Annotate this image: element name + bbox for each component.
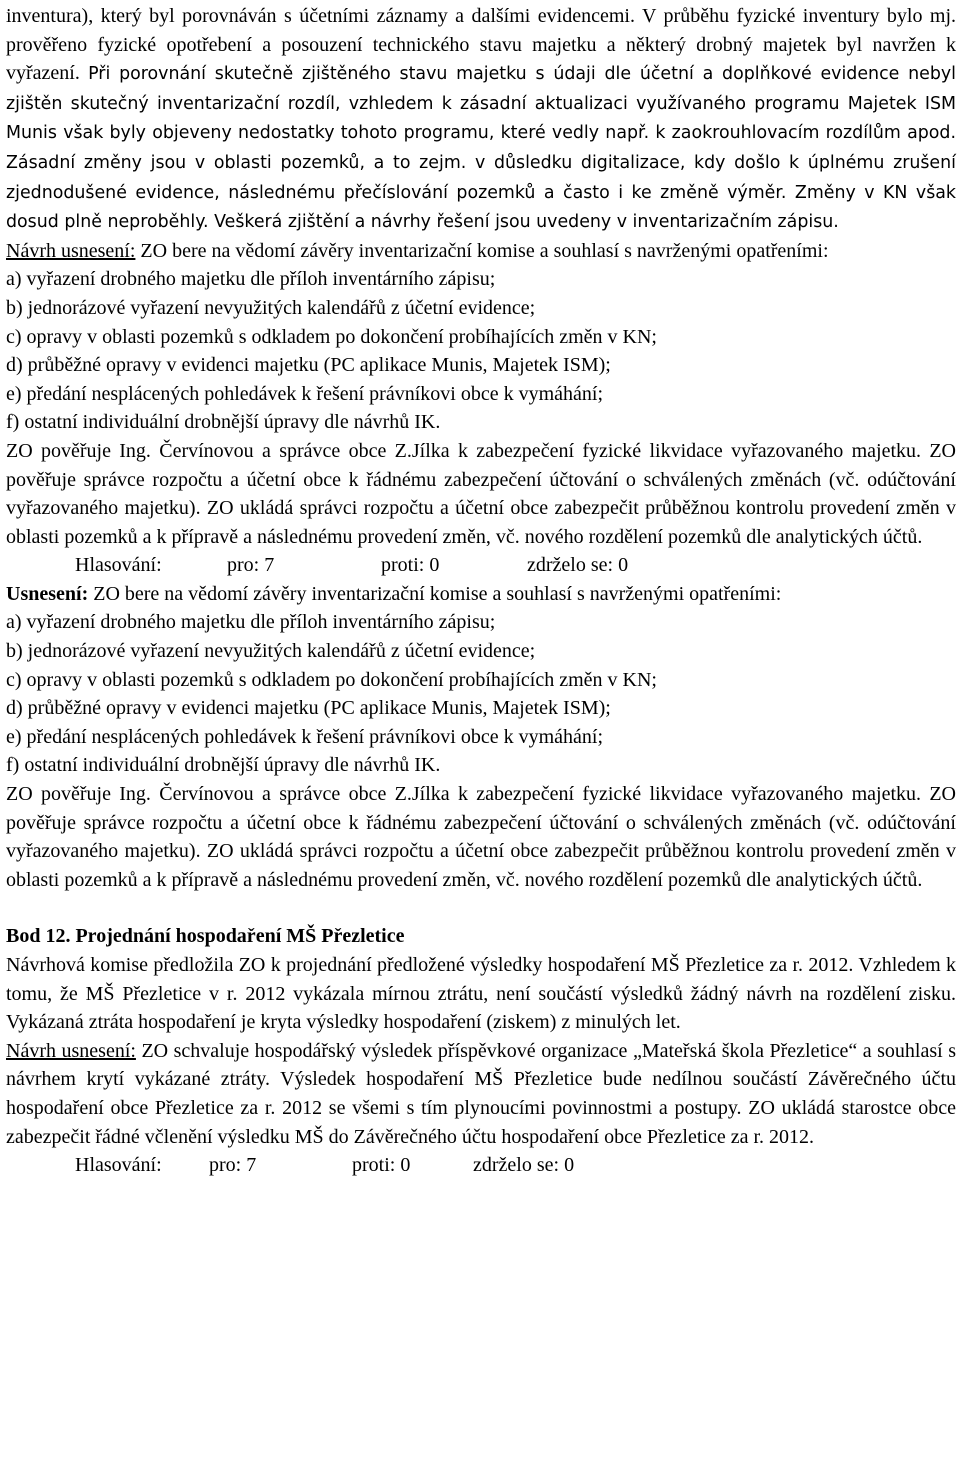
proposal-paragraph — [6, 237, 956, 266]
vote-proti: proti: 0 — [381, 554, 440, 577]
intro-paragraph — [6, 2, 956, 237]
vote-zdrzelo: zdrželo se: 0 — [473, 1154, 575, 1177]
proposal-label: Návrh usnesení: — [6, 239, 136, 262]
section-proposal-label: Návrh usnesení: — [6, 1039, 136, 1062]
resolution-closing: ZO pověřuje Ing. Červínovou a správce obce Z.Jílka k zabezpečení fyzické likvidace vyřazovaného majetku. ZO pověřuje správce rozpočtu a účetní obce k řádnému zabezpečení účtování o schválených změnách (vč. odúčtování vyřazovaného majetku). ZO ukládá správci rozpočtu a účetní obce zabezpečit průběžnou kontrolu provedení změn v oblasti pozemků a k přípravě a následnému provedení změn, vč. nového rozdělení pozemků dle analytických účtů. — [6, 783, 956, 891]
vote-proti: proti: 0 — [352, 1154, 411, 1177]
proposal-closing: ZO pověřuje Ing. Červínovou a správce obce Z.Jílka k zabezpečení fyzické likvidace vyřazovaného majetku. ZO pověřuje správce rozpočtu a účetní obce k řádnému zabezpečení účtování o schválených změnách (vč. odúčtování vyřazovaného majetku). ZO ukládá správci rozpočtu a účetní obce zabezpečit průběžnou kontrolu provedení změn v oblasti pozemků a k přípravě a následnému provedení změn, vč. nového rozdělení pozemků dle analytických účtů. — [6, 439, 956, 548]
list-item: d) průběžné opravy v evidenci majetku (PC aplikace Munis, Majetek ISM); — [6, 354, 611, 377]
list-item: a) vyřazení drobného majetku dle příloh inventárního zápisu; — [6, 611, 496, 634]
section-proposal — [6, 1037, 956, 1151]
list-item: b) jednorázové vyřazení nevyužitých kalendářů z účetní evidence; — [6, 296, 536, 319]
vote-line-1 — [6, 551, 956, 580]
vote-label: Hlasování: — [75, 1154, 162, 1177]
list-item: e) předání nesplácených pohledávek k řešení právníkovi obce k vymáhání; — [6, 725, 604, 748]
list-item: c) opravy v oblasti pozemků s odkladem po dokončení probíhajících změn v KN; — [6, 668, 657, 691]
section-proposal-text: ZO schvaluje hospodářský výsledek příspěvkové organizace „Mateřská škola Přezletice“ a souhlasí s návrhem krytí vykázané ztráty. Výsledek hospodaření MŠ Přezletice bude nedílnou součástí Závěrečného účtu hospodaření obce Přezletice za r. 2012 se všemi s tím plynoucími povinnostmi a postupy. ZO ukládá starostce obce zabezpečit řádné včlenění výsledku MŠ do Závěrečného účtu hospodaření obce Přezletice za r. 2012. — [6, 1039, 956, 1148]
resolution-text: ZO bere na vědomí závěry inventarizační komise a souhlasí s navrženými opatřeními: — [88, 582, 782, 605]
intro-sans-text: Při porovnání skutečně zjištěného stavu majetku s údaji dle účetní a doplňkové evidence nebyl zjištěn skutečný inventarizační rozdíl, vzhledem k zásadní aktualizaci využívaného programu Majetek ISM Munis však byly objeveny nedostatky tohoto programu, které vedly např. k zaokrouhlovacím rozdílům apod. Zásadní změny jsou v oblasti pozemků, a to zejm. v důsledku digitalizace, kdy došlo k úplnému zrušení zjednodušené evidence, následnému přečíslování pozemků a často i ke změně výměr. Změny v KN však dosud plně neproběhly. Veškerá zjištění a návrhy řešení jsou uvedeny v inventarizačním zápisu. — [6, 64, 957, 233]
list-item: a) vyřazení drobného majetku dle příloh inventárního zápisu; — [6, 268, 496, 291]
vote-label: Hlasování: — [75, 554, 162, 577]
section-text: Návrhová komise předložila ZO k projednání předložené výsledky hospodaření MŠ Přezletice za r. 2012. Vzhledem k tomu, že MŠ Přezletice v r. 2012 vykázala mírnou ztrátu, není součástí výsledků žádný návrh na rozdělení zisku. Vykázaná ztráta hospodaření je kryta výsledky hospodaření (ziskem) z minulých let. — [6, 954, 956, 1034]
list-item: c) opravy v oblasti pozemků s odkladem po dokončení probíhajících změn v KN; — [6, 325, 657, 348]
list-item: f) ostatní individuální drobnější úpravy dle návrhů IK. — [6, 411, 441, 434]
proposal-text: ZO bere na vědomí závěry inventarizační komise a souhlasí s navrženými opatřeními: — [135, 239, 829, 262]
proposal-list — [6, 265, 956, 437]
vote-pro: pro: 7 — [227, 554, 275, 577]
intro-text: inventura), který byl porovnáván s účetními záznamy a dalšími evidencemi. V průběhu fyzické inventury bylo mj. prověřeno fyzické opotřebení a posouzení technického stavu majetku a některý drobný majetek byl navržen k vyřazení. — [6, 5, 956, 85]
vote-pro: pro: 7 — [209, 1154, 257, 1177]
vote-line-2 — [6, 1151, 956, 1180]
spacer — [6, 894, 956, 922]
resolution-paragraph — [6, 580, 956, 609]
section-heading: Bod 12. Projednání hospodaření MŠ Přezletice — [6, 925, 405, 948]
resolution-list — [6, 608, 956, 780]
list-item: f) ostatní individuální drobnější úpravy dle návrhů IK. — [6, 754, 441, 777]
list-item: e) předání nesplácených pohledávek k řešení právníkovi obce k vymáhání; — [6, 382, 604, 405]
list-item: b) jednorázové vyřazení nevyužitých kalendářů z účetní evidence; — [6, 640, 536, 663]
vote-zdrzelo: zdrželo se: 0 — [527, 554, 629, 577]
resolution-label: Usnesení: — [6, 582, 89, 605]
list-item: d) průběžné opravy v evidenci majetku (PC aplikace Munis, Majetek ISM); — [6, 697, 611, 720]
